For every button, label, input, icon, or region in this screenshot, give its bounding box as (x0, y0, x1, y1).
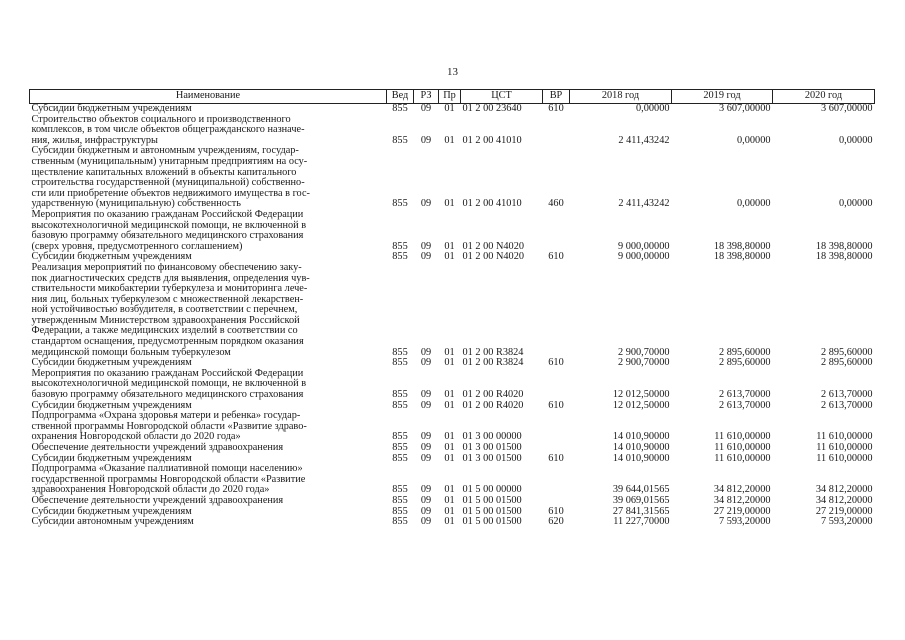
pr-cell: 01 (444, 134, 455, 146)
name-line: Субсидии бюджетным учреждениям (31, 357, 192, 369)
amount-2019-cell: 2 895,60000 (719, 346, 771, 358)
amount-2020-cell: 11 610,00000 (816, 442, 873, 453)
ved-cell: 855 (392, 346, 408, 358)
amount-2020-cell: 11 610,00000 (816, 452, 873, 464)
vr-cell: 610 (548, 357, 564, 369)
name-line: Субсидии бюджетным учреждениям (31, 452, 192, 464)
pr-cell: 01 (444, 346, 455, 358)
amount-2019-cell: 2 895,60000 (719, 357, 771, 369)
amount-2018-cell: 2 411,43242 (618, 198, 670, 210)
cst-cell: 01 5 00 00000 (462, 484, 522, 496)
amount-2020-cell: 27 219,00000 (815, 505, 873, 517)
ved-cell: 855 (392, 399, 408, 411)
name-line: здравоохранения Новгородской области до 2020 года» (31, 484, 270, 496)
name-cell (30, 369, 387, 401)
name-line: Субсидии бюджетным и автономным учреждениям, государ- (31, 145, 299, 157)
amount-2020-cell: 18 398,80000 (815, 251, 873, 263)
vr-cell (543, 263, 570, 358)
vr-cell (543, 115, 570, 147)
vr-cell: 610 (548, 103, 564, 114)
vr-cell (543, 210, 570, 252)
amount-2019-cell: 11 610,00000 (714, 431, 771, 443)
name-cell (30, 104, 387, 115)
table-row (30, 263, 875, 358)
amount-2018-cell: 14 010,90000 (612, 452, 670, 464)
name-cell (30, 517, 387, 528)
name-line: базовую программу обязательного медицинского страхования (31, 389, 304, 401)
cst-cell: 01 2 00 N4020 (462, 251, 524, 263)
rz-cell: 09 (420, 399, 432, 411)
name-line: Субсидии бюджетным учреждениям (31, 251, 192, 263)
name-line: базовую программу обязательного медицинского страхования (31, 230, 304, 242)
vr-cell (543, 443, 570, 454)
amount-2020-cell: 34 812,20000 (815, 484, 873, 496)
name-line: ния, жилья, инфраструктуры (31, 134, 158, 146)
amount-2018-cell: 12 012,50000 (612, 389, 670, 401)
amount-2020-cell: 0,00000 (839, 198, 873, 210)
name-line: пок диагностических средств для выявления, определения чув- (31, 272, 310, 284)
rz-cell: 09 (420, 494, 432, 506)
name-line: Мероприятия по оказанию гражданам Российской Федерации (31, 367, 304, 379)
pr-cell: 01 (444, 399, 455, 411)
header-cst: ЦСТ (461, 90, 543, 104)
cst-cell: 01 3 00 01500 (462, 442, 522, 453)
table-row (30, 146, 875, 210)
name-line: высокотехнологичной медицинской помощи, не включенной в (31, 219, 307, 231)
ved-cell: 855 (392, 442, 408, 453)
cst-cell: 01 5 00 01500 (462, 494, 522, 506)
budget-table (29, 89, 875, 528)
cst-cell: 01 3 00 00000 (462, 431, 522, 443)
rz-cell: 09 (420, 103, 432, 114)
name-line: Обеспечение деятельности учреждений здравоохранения (31, 494, 284, 506)
name-line: охранения Новгородской области до 2020 года» (31, 431, 241, 443)
vr-cell (543, 411, 570, 443)
ved-cell: 855 (392, 134, 408, 146)
vr-cell (543, 496, 570, 507)
name-line: ния лиц, больных туберкулезом с множественной лекарствен- (31, 293, 304, 305)
name-line: Субсидии бюджетным учреждениям (31, 399, 192, 411)
name-line: Строительство объектов социального и производственного (31, 113, 291, 125)
name-line: ной устойчивостью возбудителя, в соответствии с перечнем, (31, 304, 298, 316)
vr-cell: 620 (548, 516, 564, 528)
name-cell (30, 411, 387, 443)
amount-2019-cell: 2 613,70000 (719, 389, 771, 401)
table-row (30, 517, 875, 528)
ved-cell: 855 (392, 103, 408, 114)
cst-cell: 01 5 00 01500 (462, 516, 522, 528)
rz-cell: 09 (420, 134, 432, 146)
table-row (30, 496, 875, 507)
name-line: ственной программы Новгородской области «Развитие здраво- (31, 420, 307, 432)
name-line: ствительности микобактерии туберкулеза и мониторинга лече- (31, 283, 308, 295)
name-line: Субсидии бюджетным учреждениям (31, 103, 192, 114)
vr-cell: 610 (548, 505, 564, 517)
rz-cell: 09 (420, 452, 432, 464)
pr-cell: 01 (444, 240, 455, 252)
header-2018: 2018 год (570, 90, 672, 104)
amount-2018-cell: 39 069,01565 (612, 494, 670, 506)
ved-cell: 855 (392, 516, 408, 528)
amount-2019-cell: 0,00000 (737, 134, 771, 146)
table-row (30, 104, 875, 115)
name-line: строительства государственной (муниципальной) собственно- (31, 177, 305, 189)
pr-cell: 01 (444, 516, 455, 528)
amount-2018-cell: 0,00000 (636, 103, 670, 114)
table-row (30, 115, 875, 147)
amount-2018-cell: 2 900,70000 (618, 357, 670, 369)
rz-cell: 09 (420, 346, 432, 358)
name-line: государственной программы Новгородской области «Развитие (31, 473, 306, 485)
cst-cell: 01 2 00 R3824 (462, 346, 524, 358)
vr-cell (543, 369, 570, 401)
name-cell (30, 496, 387, 507)
amount-2019-cell: 18 398,80000 (713, 240, 771, 252)
amount-2019-cell: 18 398,80000 (713, 251, 771, 263)
vr-cell: 610 (548, 452, 564, 464)
cst-cell: 01 2 00 N4020 (462, 240, 524, 252)
amount-2018-cell: 2 900,70000 (618, 346, 670, 358)
pr-cell: 01 (444, 251, 455, 263)
pr-cell: 01 (444, 442, 455, 453)
table-row (30, 369, 875, 401)
amount-2019-cell: 11 610,00000 (714, 442, 771, 453)
ved-cell: 855 (392, 357, 408, 369)
pr-cell: 01 (444, 484, 455, 496)
name-line: комплексов, в том числе объектов общегражданского назначе- (31, 124, 305, 136)
table-header-row (30, 90, 875, 104)
cst-cell: 01 2 00 23640 (462, 103, 522, 114)
amount-2019-cell: 0,00000 (737, 198, 771, 210)
pr-cell: 01 (444, 389, 455, 401)
amount-2019-cell: 34 812,20000 (713, 494, 771, 506)
pr-cell: 01 (444, 494, 455, 506)
header-ved: Вед (387, 90, 414, 104)
rz-cell: 09 (420, 251, 432, 263)
name-cell (30, 146, 387, 210)
cst-cell: 01 2 00 R3824 (462, 357, 524, 369)
amount-2018-cell: 27 841,31565 (612, 505, 670, 517)
amount-2020-cell: 7 593,20000 (821, 516, 873, 528)
name-line: (сверх уровня, предусмотренного соглашением) (31, 240, 243, 252)
cst-cell: 01 5 00 01500 (462, 505, 522, 517)
name-line: медицинской помощи больным туберкулезом (31, 346, 231, 358)
amount-2019-cell: 11 610,00000 (714, 452, 771, 464)
name-line: ударственную (муниципальную) собственность (31, 198, 241, 210)
table-row (30, 411, 875, 443)
amount-2018-cell: 2 411,43242 (618, 134, 670, 146)
amount-2018-cell: 12 012,50000 (612, 399, 670, 411)
name-line: Обеспечение деятельности учреждений здравоохранения (31, 442, 284, 453)
amount-2019-cell: 2 613,70000 (719, 399, 771, 411)
rz-cell: 09 (420, 389, 432, 401)
amount-2020-cell: 0,00000 (839, 134, 873, 146)
amount-2018-cell: 39 644,01565 (612, 484, 670, 496)
rz-cell: 09 (420, 442, 432, 453)
vr-cell: 460 (548, 198, 564, 210)
rz-cell: 09 (420, 484, 432, 496)
header-pr: Пр (439, 90, 461, 104)
amount-2020-cell: 3 607,00000 (821, 103, 873, 114)
name-cell (30, 115, 387, 147)
name-line: стандартом оснащения, предусмотренным порядком оказания (31, 336, 304, 348)
name-line: высокотехнологичной медицинской помощи, не включенной в (31, 378, 307, 390)
vr-cell: 610 (548, 251, 564, 263)
pr-cell: 01 (444, 357, 455, 369)
rz-cell: 09 (420, 431, 432, 443)
name-cell (30, 210, 387, 252)
amount-2019-cell: 27 219,00000 (713, 505, 771, 517)
header-2020: 2020 год (773, 90, 875, 104)
amount-2018-cell: 9 000,00000 (618, 251, 670, 263)
header-rz: РЗ (414, 90, 439, 104)
cst-cell: 01 2 00 41010 (462, 134, 522, 146)
pr-cell: 01 (444, 198, 455, 210)
name-cell (30, 443, 387, 454)
name-cell (30, 263, 387, 358)
vr-cell (543, 464, 570, 496)
vr-cell: 610 (548, 399, 564, 411)
amount-2019-cell: 34 812,20000 (713, 484, 771, 496)
name-line: Субсидии бюджетным учреждениям (31, 505, 192, 517)
ved-cell: 855 (392, 251, 408, 263)
ved-cell: 855 (392, 505, 408, 517)
ved-cell: 855 (392, 494, 408, 506)
cst-cell: 01 2 00 R4020 (462, 399, 524, 411)
ved-cell: 855 (392, 198, 408, 210)
ved-cell: 855 (392, 240, 408, 252)
name-line: ственным (муниципальным) унитарным предприятиям на осу- (31, 155, 308, 167)
name-cell (30, 464, 387, 496)
table-row (30, 210, 875, 252)
name-line: утвержденным Министерством здравоохранения Российской (31, 314, 300, 326)
ved-cell: 855 (392, 389, 408, 401)
name-line: Мероприятия по оказанию гражданам Российской Федерации (31, 208, 304, 220)
name-line: Субсидии автономным учреждениям (31, 516, 194, 528)
amount-2020-cell: 2 895,60000 (821, 346, 873, 358)
amount-2020-cell: 11 610,00000 (816, 431, 873, 443)
name-line: сти или приобретение объектов недвижимого имущества в гос- (31, 187, 310, 199)
name-line: ществление капитальных вложений в объекты капитального (31, 166, 297, 178)
amount-2018-cell: 14 010,90000 (612, 431, 670, 443)
pr-cell: 01 (444, 103, 455, 114)
amount-2020-cell: 34 812,20000 (815, 494, 873, 506)
amount-2020-cell: 2 613,70000 (821, 389, 873, 401)
rz-cell: 09 (420, 505, 432, 517)
rz-cell: 09 (420, 516, 432, 528)
table-body (30, 104, 875, 528)
rz-cell: 09 (420, 198, 432, 210)
table-row (30, 443, 875, 454)
rz-cell: 09 (420, 357, 432, 369)
amount-2020-cell: 18 398,80000 (815, 240, 873, 252)
amount-2019-cell: 3 607,00000 (719, 103, 771, 114)
pr-cell: 01 (444, 452, 455, 464)
name-line: Подпрограмма «Охрана здоровья матери и ребенка» государ- (31, 410, 301, 422)
cst-cell: 01 2 00 R4020 (462, 389, 524, 401)
name-line: Подпрограмма «Оказание паллиативной помощи населению» (31, 463, 303, 475)
cst-cell: 01 2 00 41010 (462, 198, 522, 210)
pr-cell: 01 (444, 431, 455, 443)
name-line: Реализация мероприятий по финансовому обеспечению заку- (31, 261, 302, 273)
name-line: Федерации, а также медицинских изделий в соответствии со (31, 325, 298, 337)
header-name: Наименование (30, 90, 387, 104)
amount-2020-cell: 2 895,60000 (821, 357, 873, 369)
amount-2018-cell: 9 000,00000 (618, 240, 670, 252)
amount-2018-cell: 14 010,90000 (612, 442, 670, 453)
ved-cell: 855 (392, 484, 408, 496)
amount-2020-cell: 2 613,70000 (821, 399, 873, 411)
cst-cell: 01 3 00 01500 (462, 452, 522, 464)
amount-2019-cell: 7 593,20000 (719, 516, 771, 528)
rz-cell: 09 (420, 240, 432, 252)
amount-2018-cell: 11 227,70000 (613, 516, 670, 528)
table-row (30, 464, 875, 496)
header-2019: 2019 год (672, 90, 773, 104)
ved-cell: 855 (392, 452, 408, 464)
page-number: 13 (447, 66, 458, 78)
pr-cell: 01 (444, 505, 455, 517)
ved-cell: 855 (392, 431, 408, 443)
header-vr: ВР (543, 90, 570, 104)
